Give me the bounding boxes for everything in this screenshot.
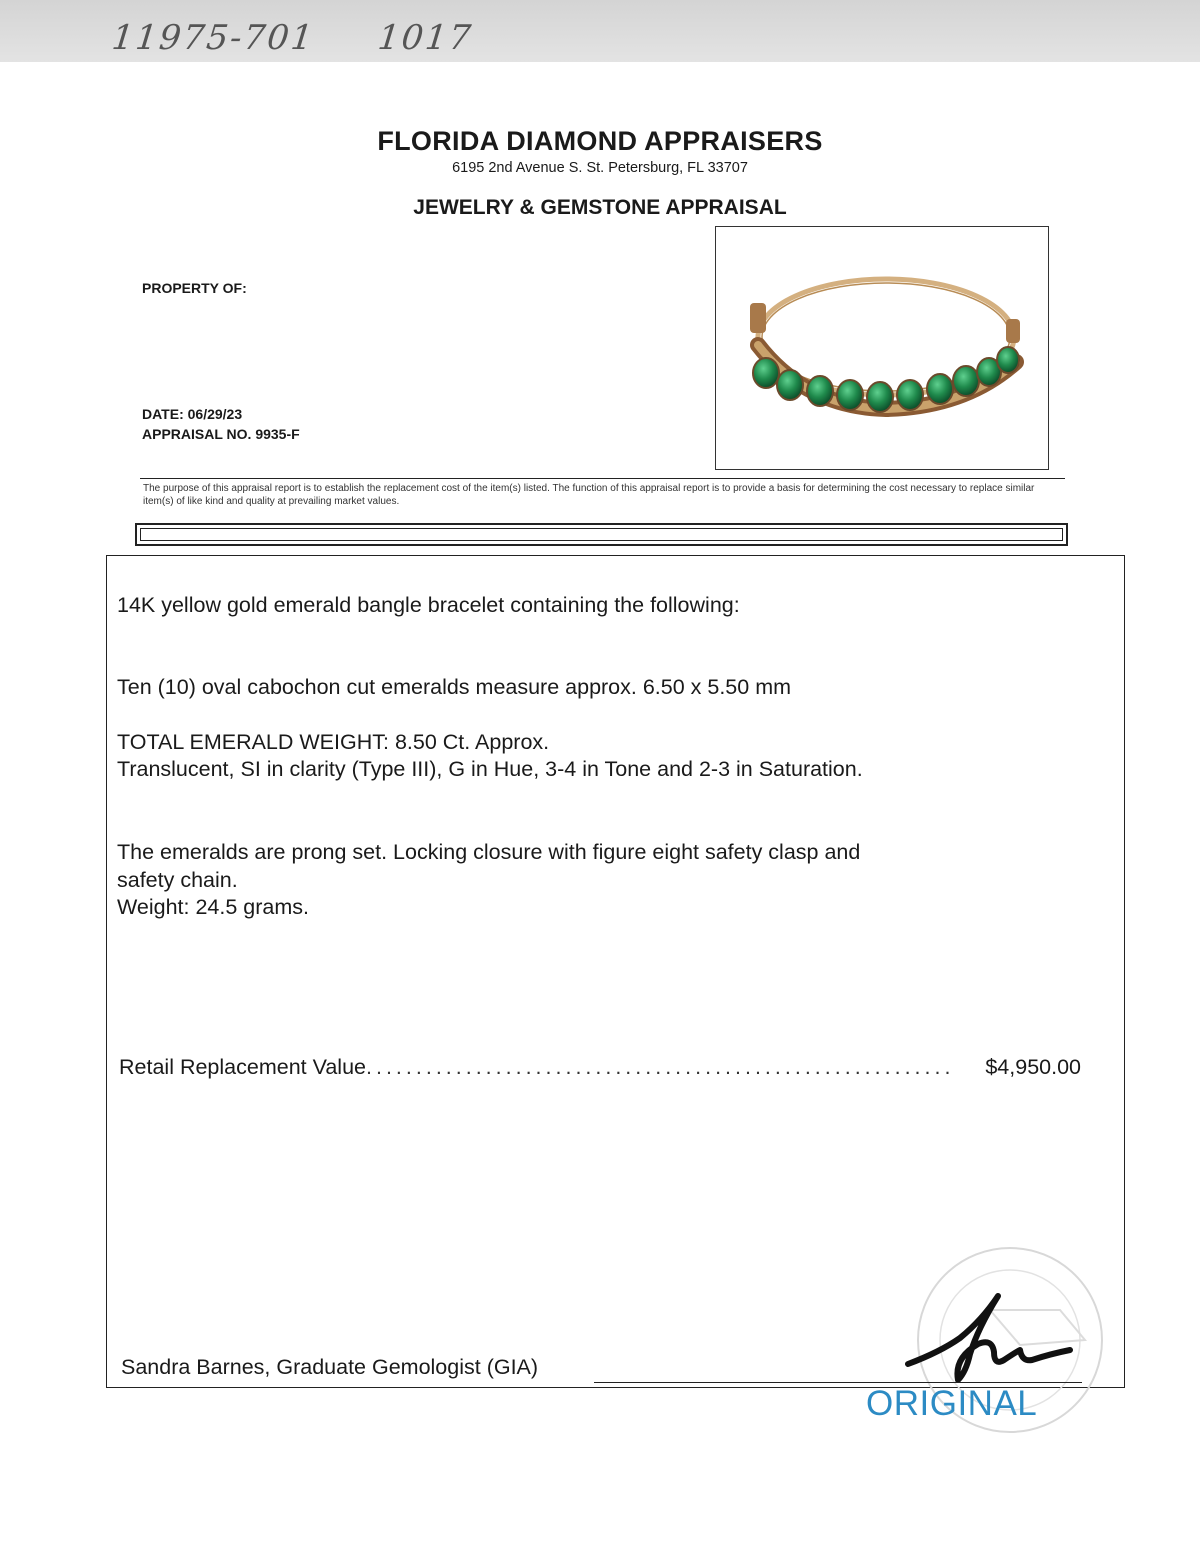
value-leader-dots: ........................................................... <box>366 1055 955 1079</box>
stone-description: Ten (10) oval cabochon cut emeralds measure approx. 6.50 x 5.50 mm <box>117 675 792 699</box>
setting-description-line1: The emeralds are prong set. Locking closure with figure eight safety clasp and <box>117 840 861 864</box>
setting-description-line2: safety chain. <box>117 868 238 892</box>
double-rule-bar <box>135 523 1068 546</box>
company-name: FLORIDA DIAMOND APPRAISERS <box>377 126 823 156</box>
handwritten-note-left: 11975-701 <box>109 18 317 58</box>
emerald-grading: Translucent, SI in clarity (Type III), G in Hue, 3-4 in Tone and 2-3 in Saturation. <box>117 757 863 781</box>
property-of-label: PROPERTY OF: <box>142 280 247 296</box>
original-stamp: ORIGINAL <box>866 1384 1038 1423</box>
total-emerald-weight: TOTAL EMERALD WEIGHT: 8.50 Ct. Approx. <box>117 730 550 754</box>
date-line: DATE: 06/29/23 <box>142 406 243 422</box>
signature-line <box>594 1382 1082 1383</box>
purpose-statement: The purpose of this appraisal report is to establish the replacement cost of the item(s) listed. The function of this appraisal report is to provide a basis for determining the cost necessary to replace similar item(s) of like kind and quality at prevailing market values. <box>143 483 1035 507</box>
signature-scribble <box>900 1288 1080 1388</box>
company-address: 6195 2nd Avenue S. St. Petersburg, FL 33707 <box>452 160 748 176</box>
item-weight: Weight: 24.5 grams. <box>117 895 309 919</box>
retail-replacement-value-row <box>119 1055 1081 1080</box>
purpose-divider <box>140 478 1065 479</box>
value-label: Retail Replacement Value <box>119 1055 366 1079</box>
appraiser-signature-label: Sandra Barnes, Graduate Gemologist (GIA) <box>121 1355 539 1379</box>
item-title: 14K yellow gold emerald bangle bracelet containing the following: <box>117 593 740 617</box>
appraisal-number: APPRAISAL NO. 9935-F <box>142 426 300 442</box>
bracelet-photo <box>716 227 1048 469</box>
handwritten-note-right: 1017 <box>375 18 475 58</box>
value-amount: $4,950.00 <box>985 1055 1081 1079</box>
item-photo-frame <box>715 226 1049 470</box>
document-type-title: JEWELRY & GEMSTONE APPRAISAL <box>413 196 787 219</box>
